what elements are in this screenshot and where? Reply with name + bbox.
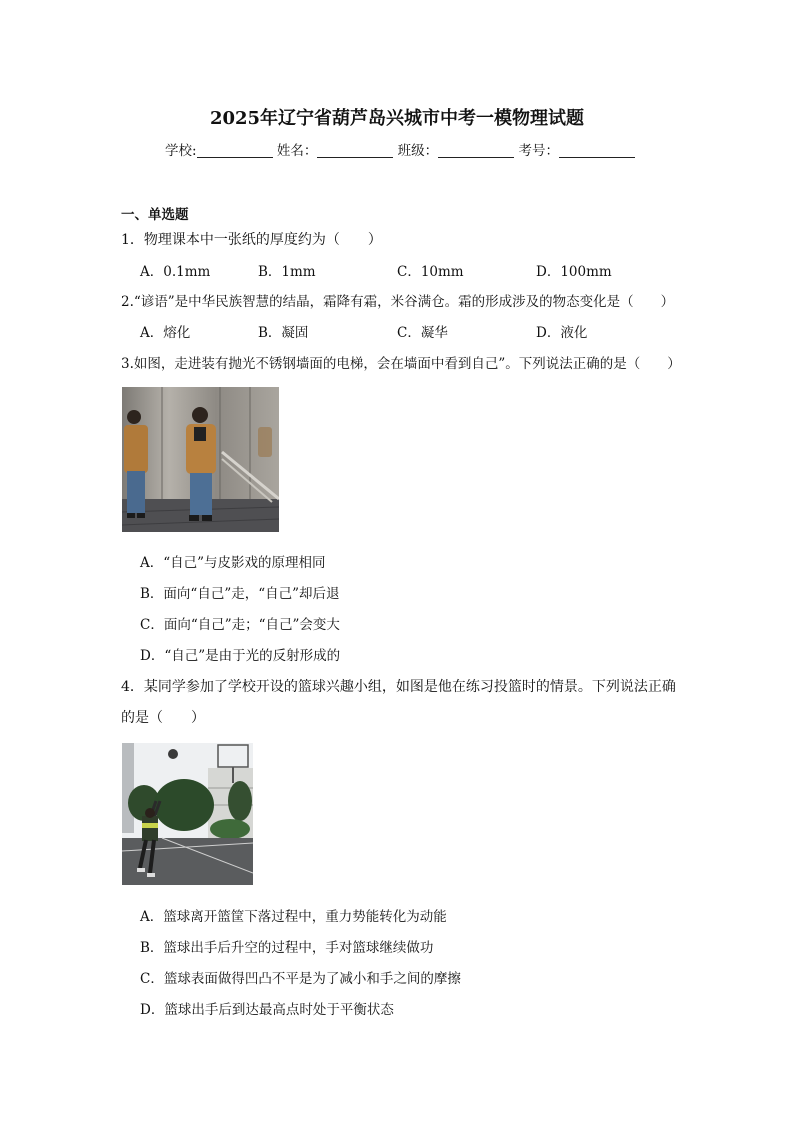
name-label: 姓名： [276,143,318,159]
section-heading: 一、单选题 [121,207,189,223]
q2-option-d: D．液化 [536,325,588,341]
question-1-stem: 1．物理课本中一张纸的厚度约为（ ） [121,232,382,248]
q3-option-a: A．“自己”与皮影戏的原理相同 [140,555,326,571]
question-3-stem: 3.如图，走进装有抛光不锈钢墙面的电梯，会在墙面中看到自己”。下列说法正确的是（ ） [121,356,681,372]
q3-option-d: D．“自己”是由于光的反射形成的 [140,648,341,664]
q1-option-a: A．0.1mm [140,264,211,280]
q2-option-a: A．熔化 [140,325,191,341]
q2-option-c: C．凝华 [397,325,448,341]
exam-no-blank [559,143,635,158]
q4-option-a: A．篮球离开篮筐下落过程中，重力势能转化为动能 [140,909,447,925]
class-blank [438,143,514,158]
school-label: 学校: [165,143,197,159]
student-info-line [165,139,635,159]
q3-option-c: C．面向“自己”走；“自己”会变大 [140,617,340,633]
q2-option-b: B．凝固 [258,325,309,341]
school-blank [197,143,273,158]
q1-option-c: C．10mm [397,264,464,280]
question-4-stem-line1: 4．某同学参加了学校开设的篮球兴趣小组，如图是他在练习投篮时的情景。下列说法正确 [121,679,676,695]
basketball-photo [122,743,253,885]
question-4-stem-line2: 的是（ ） [121,710,205,726]
question-2-stem: 2.“谚语”是中华民族智慧的结晶，霜降有霜，米谷满仓。霜的形成涉及的物态变化是（ ） [121,294,675,310]
elevator-photo [122,387,279,532]
q3-option-b: B．面向“自己”走，“自己”却后退 [140,586,340,602]
exam-title: 2025年辽宁省葫芦岛兴城市中考一模物理试题 [209,108,585,129]
q4-option-d: D．篮球出手后到达最高点时处于平衡状态 [140,1002,394,1018]
basketball-photo-illustration [122,743,253,885]
q4-option-c: C．篮球表面做得凹凸不平是为了减小和手之间的摩擦 [140,971,461,987]
q1-option-b: B．1mm [258,264,316,280]
q4-option-b: B．篮球出手后升空的过程中，手对篮球继续做功 [140,940,434,956]
q1-option-d: D．100mm [536,264,612,280]
class-label: 班级： [397,143,439,159]
name-blank [317,143,393,158]
elevator-photo-illustration [122,387,279,532]
exam-no-label: 考号： [518,143,559,159]
